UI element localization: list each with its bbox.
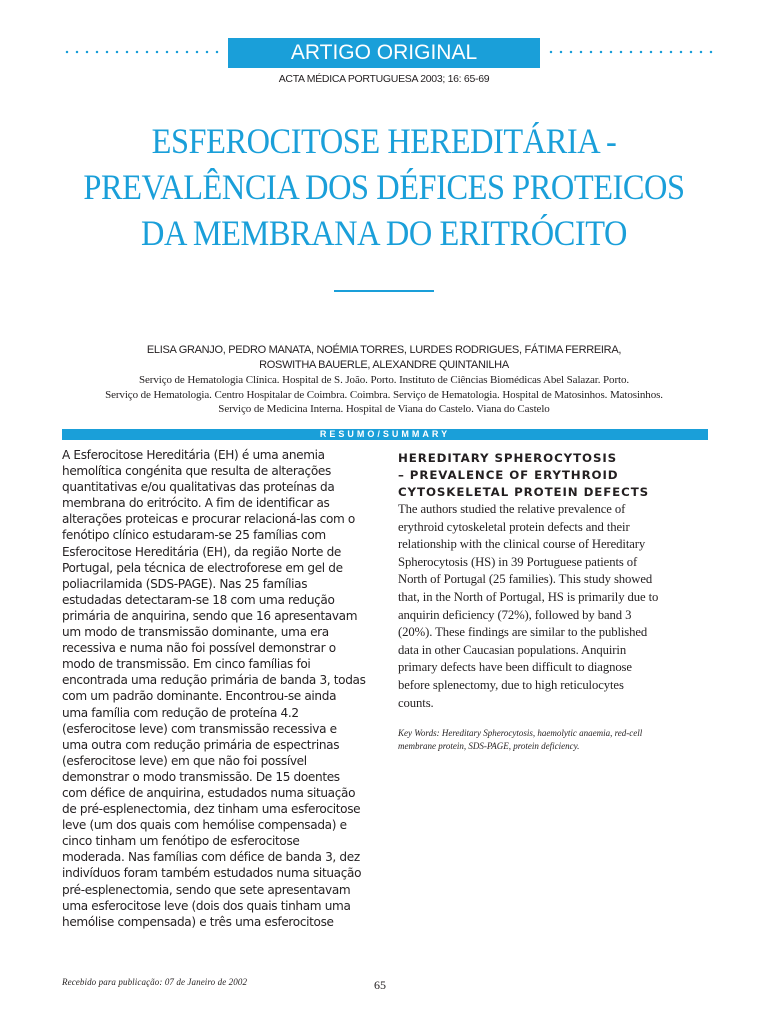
summary-line: counts. (398, 695, 434, 710)
title-divider (334, 290, 434, 292)
resumo-line: com um padrão dominante. Encontrou-se ainda (62, 689, 337, 704)
resumo-line: uma família com redução de proteína 4.2 (62, 705, 299, 720)
resumo-line: hemólise compensada) e três uma esferocitose (62, 914, 334, 929)
summary-line: anquirin deficiency (72%), followed by band 3 (398, 607, 632, 622)
resumo-column (62, 447, 376, 930)
summary-title (398, 450, 712, 501)
summary-line: Spherocytosis (HS) in 39 Portuguese patients of (398, 554, 638, 569)
resumo-line: leve (um dos quais com hemólise compensada) e (62, 818, 347, 833)
summary-label-bar: RESUMO/SUMMARY (62, 429, 708, 440)
resumo-line: Esferocitose Hereditária (EH), da região Norte de (62, 544, 341, 559)
summary-line: (20%). These findings are similar to the published (398, 625, 648, 640)
summary-line: data in other Caucasian populations. Anquirin (398, 642, 627, 657)
resumo-line: encontrada uma redução primária de banda 3, todas (62, 673, 366, 688)
author-line: ELISA GRANJO, PEDRO MANATA, NOÉMIA TORRES, LURDES RODRIGUES, FÁTIMA FERREIRA, (146, 344, 622, 356)
affiliations (30, 373, 738, 417)
resumo-line: poliacrilamida (SDS-PAGE). Nas 25 famílias (62, 576, 308, 591)
summary-body (398, 501, 712, 712)
summary-title-line: HEREDITARY SPHEROCYTOSIS (398, 451, 618, 465)
summary-line: that, in the North of Portugal, HS is primarily due to (398, 589, 659, 604)
summary-column (398, 450, 712, 752)
author-line: ROSWITHA BAUERLE, ALEXANDRE QUINTANILHA (259, 359, 509, 371)
page-number: 65 (374, 978, 386, 992)
dotted-rule-right (546, 49, 716, 55)
resumo-line: uma esferocitose leve (dois dos quais tinham uma (62, 898, 351, 913)
affiliation-line: Serviço de Medicina Interna. Hospital de Viana do Castelo. Viana do Castelo (218, 403, 550, 415)
keywords-line: membrane protein, SDS-PAGE, protein deficiency. (398, 740, 580, 751)
affiliation-line: Serviço de Hematologia Clínica. Hospital de S. João. Porto. Instituto de Ciências Biomédicas Abel Salazar. Porto. (138, 374, 630, 386)
resumo-line: A Esferocitose Hereditária (EH) é uma anemia (62, 448, 325, 462)
resumo-line: uma outra com redução primária de espectrinas (62, 737, 340, 752)
resumo-line: recessiva e numa não foi possível demonstrar o (62, 641, 336, 656)
title-line: ESFEROCITOSE HEREDITÁRIA - (151, 121, 617, 161)
summary-line: The authors studied the relative prevalence of (398, 502, 626, 516)
resumo-line: hemolítica congénita que resulta de alterações (62, 464, 331, 479)
resumo-line: membrana do eritrócito. A fim de identificar as (62, 496, 330, 511)
title-line: DA MEMBRANA DO ERITRÓCITO (141, 213, 627, 253)
resumo-line: quantitativas e/ou qualitativas das proteínas da (62, 480, 335, 495)
summary-line: before splenectomy, due to high reticulocytes (398, 677, 624, 692)
summary-line: North of Portugal (25 families). This study showed (398, 572, 653, 587)
summary-line: relationship with the clinical course of Hereditary (398, 537, 646, 552)
keywords-line: Key Words: Hereditary Spherocytosis, haemolytic anaemia, red-cell (398, 728, 643, 739)
resumo-line: Portugal, pela técnica de electroforese em gel de (62, 560, 343, 575)
resumo-line: (esferocitose leve) em que não foi possível (62, 753, 307, 768)
section-banner: ARTIGO ORIGINAL (228, 38, 540, 68)
resumo-line: demonstrar o modo transmissão. De 15 doentes (62, 769, 340, 784)
journal-reference: ACTA MÉDICA PORTUGUESA 2003; 16: 65-69 (278, 73, 490, 85)
resumo-line: um modo de transmissão dominante, uma era (62, 625, 329, 640)
dotted-rule-left (62, 49, 222, 55)
resumo-line: estudadas detectaram-se 18 com uma redução (62, 592, 335, 607)
received-date: Recebido para publicação: 07 de Janeiro de 2002 (62, 977, 248, 987)
keywords (398, 727, 712, 752)
resumo-line: alterações proteicas e procurar relacioná-las com o (62, 512, 355, 527)
resumo-line: modo de transmissão. Em cinco famílias foi (62, 657, 311, 672)
title-line: PREVALÊNCIA DOS DÉFICES PROTEICOS (83, 167, 685, 207)
article-title (40, 118, 728, 256)
summary-title-line: – PREVALENCE OF ERYTHROID (398, 468, 619, 482)
resumo-line: de pré-esplenectomia, dez tinham uma esferocitose (62, 802, 361, 817)
resumo-line: indivíduos foram também estudados numa situação (62, 866, 362, 881)
author-list (40, 343, 728, 373)
resumo-line: cinco tinham um fenótipo de esferocitose (62, 834, 300, 849)
resumo-line: primária de anquirina, sendo que 16 apresentavam (62, 608, 358, 623)
resumo-line: moderada. Nas famílias com défice de banda 3, dez (62, 850, 360, 865)
affiliation-line: Serviço de Hematologia. Centro Hospitalar de Coimbra. Coimbra. Serviço de Hematologia. Hospital de Matosinhos. Matosinhos. (105, 388, 663, 401)
resumo-line: com défice de anquirina, estudados numa situação (62, 785, 356, 800)
summary-line: primary defects have been difficult to diagnose (398, 660, 632, 675)
summary-line: erythroid cytoskeletal protein defects and their (398, 519, 630, 534)
summary-title-line: CYTOSKELETAL PROTEIN DEFECTS (398, 485, 650, 499)
resumo-line: pré-esplenectomia, sendo que sete apresentavam (62, 882, 351, 897)
resumo-line: fenótipo clínico estudaram-se 25 famílias com (62, 528, 326, 543)
resumo-line: (esferocitose leve) com transmissão recessiva e (62, 721, 337, 736)
